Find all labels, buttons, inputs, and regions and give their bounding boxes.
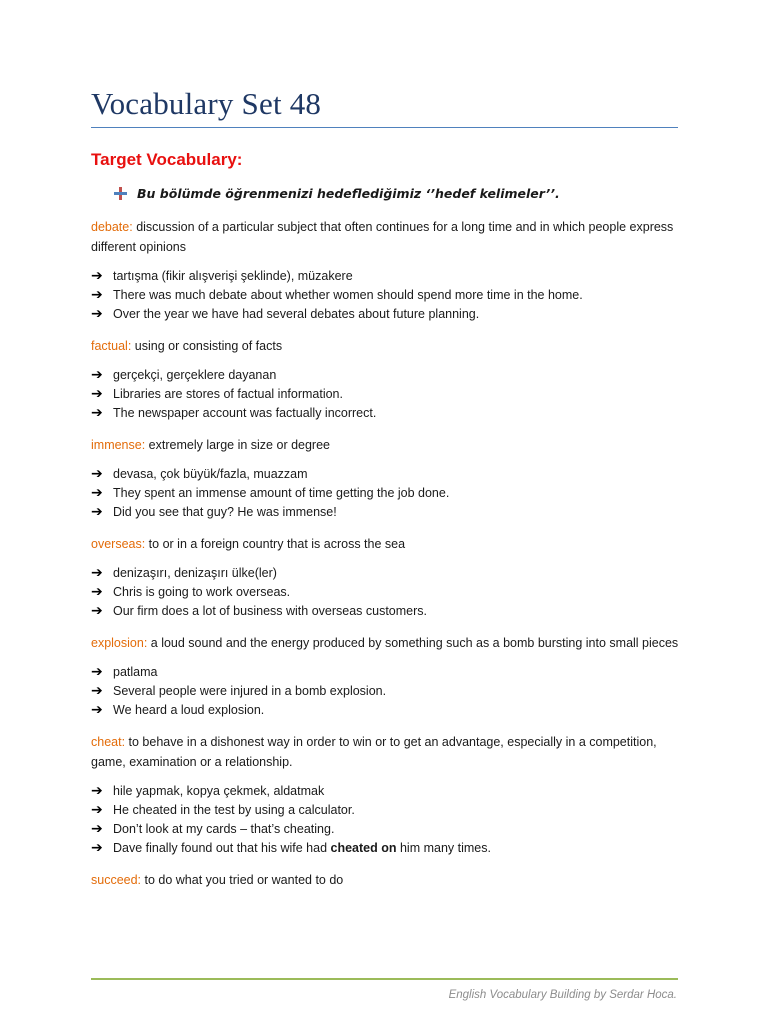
item-text: The newspaper account was factually incorrect. [113, 406, 377, 420]
page-title: Vocabulary Set 48 [91, 86, 322, 121]
vocab-term: overseas: [91, 537, 146, 551]
item-text: We heard a loud explosion. [113, 703, 265, 717]
item-text: He cheated in the test by using a calculator. [113, 803, 355, 817]
item-text: Several people were injured in a bomb explosion. [113, 684, 387, 698]
arrow-bullet-icon: ➔ [91, 306, 103, 322]
item-text: gerçekçi, gerçeklere dayanan [113, 368, 277, 382]
example-sentence [91, 484, 681, 503]
arrow-bullet-icon: ➔ [91, 485, 103, 501]
intro-line [114, 186, 560, 201]
vocab-entry [91, 435, 681, 522]
definition-text: using or consisting of facts [131, 339, 283, 353]
item-text: Don’t look at my cards – that’s cheating. [113, 822, 335, 836]
vocab-entry [91, 870, 681, 890]
example-sentence [91, 286, 681, 305]
translation-item [91, 663, 681, 682]
arrow-bullet-icon: ➔ [91, 664, 103, 680]
arrow-bullet-icon: ➔ [91, 504, 103, 520]
arrow-bullet-icon: ➔ [91, 783, 103, 799]
item-text: They spent an immense amount of time getting the job done. [113, 486, 450, 500]
item-text: denizaşırı, denizaşırı ülke(ler) [113, 566, 277, 580]
vocab-term: immense: [91, 438, 146, 452]
definition [91, 336, 681, 356]
vocab-term: succeed: [91, 873, 142, 887]
item-text: devasa, çok büyük/fazla, muazzam [113, 467, 308, 481]
definition-text: a loud sound and the energy produced by something such as a bomb bursting into small pieces [147, 636, 679, 650]
section-heading: Target Vocabulary: [91, 150, 243, 169]
arrow-bullet-icon: ➔ [91, 802, 103, 818]
four-point-star-icon [114, 187, 127, 200]
arrow-bullet-icon: ➔ [91, 565, 103, 581]
vocab-term: explosion: [91, 636, 148, 650]
vocab-term: factual: [91, 339, 132, 353]
footer-divider [91, 978, 678, 980]
example-list [91, 465, 681, 522]
example-sentence [91, 305, 681, 324]
arrow-bullet-icon: ➔ [91, 821, 103, 837]
item-text: Libraries are stores of factual information. [113, 387, 343, 401]
arrow-bullet-icon: ➔ [91, 584, 103, 600]
example-sentence [91, 503, 681, 522]
translation-item [91, 564, 681, 583]
arrow-bullet-icon: ➔ [91, 287, 103, 303]
arrow-bullet-icon: ➔ [91, 367, 103, 383]
definition-text: extremely large in size or degree [145, 438, 330, 452]
definition-text: to do what you tried or wanted to do [141, 873, 344, 887]
arrow-bullet-icon: ➔ [91, 386, 103, 402]
item-text: patlama [113, 665, 158, 679]
definition [91, 435, 681, 455]
translation-item [91, 465, 681, 484]
vocab-term: debate: [91, 220, 133, 234]
arrow-bullet-icon: ➔ [91, 268, 103, 284]
item-text: Did you see that guy? He was immense! [113, 505, 337, 519]
item-text: hile yapmak, kopya çekmek, aldatmak [113, 784, 325, 798]
item-text: tartışma (fikir alışverişi şeklinde), müzakere [113, 269, 353, 283]
example-list [91, 782, 681, 858]
translation-item [91, 782, 681, 801]
vocabulary-list [91, 217, 681, 902]
example-list [91, 564, 681, 621]
footer-credit: English Vocabulary Building by Serdar Hoca. [448, 989, 677, 1001]
definition [91, 217, 681, 257]
example-list [91, 663, 681, 720]
example-sentence [91, 583, 681, 602]
vocab-entry [91, 732, 681, 858]
vocab-term: cheat: [91, 735, 126, 749]
item-text: Our firm does a lot of business with overseas customers. [113, 604, 428, 618]
example-list [91, 267, 681, 324]
vocab-entry [91, 633, 681, 720]
intro-text: Bu bölümde öğrenmenizi hedeflediğimiz ‘’hedef kelimeler’’. [137, 186, 560, 201]
translation-item [91, 267, 681, 286]
item-text: him many times. [396, 841, 491, 855]
item-text: There was much debate about whether women should spend more time in the home. [113, 288, 583, 302]
vocab-entry [91, 336, 681, 423]
example-sentence [91, 839, 681, 858]
title-divider [91, 127, 678, 128]
arrow-bullet-icon: ➔ [91, 405, 103, 421]
example-sentence [91, 682, 681, 701]
example-sentence [91, 820, 681, 839]
example-sentence [91, 801, 681, 820]
example-sentence [91, 404, 681, 423]
definition-text: discussion of a particular subject that often continues for a long time and in which people express different opinions [91, 220, 674, 254]
arrow-bullet-icon: ➔ [91, 683, 103, 699]
definition-text: to behave in a dishonest way in order to win or to get an advantage, especially in a competition, game, examination or a relationship. [91, 735, 657, 769]
definition [91, 633, 681, 653]
arrow-bullet-icon: ➔ [91, 702, 103, 718]
vocab-entry [91, 217, 681, 324]
definition [91, 732, 681, 772]
item-text: Over the year we have had several debates about future planning. [113, 307, 480, 321]
definition [91, 870, 681, 890]
example-sentence [91, 385, 681, 404]
item-text: Dave finally found out that his wife had [113, 841, 331, 855]
item-text: Chris is going to work overseas. [113, 585, 291, 599]
arrow-bullet-icon: ➔ [91, 840, 103, 856]
example-sentence [91, 602, 681, 621]
example-list [91, 366, 681, 423]
definition-text: to or in a foreign country that is across the sea [145, 537, 406, 551]
translation-item [91, 366, 681, 385]
emphasized-phrase: cheated on [330, 841, 397, 855]
example-sentence [91, 701, 681, 720]
definition [91, 534, 681, 554]
arrow-bullet-icon: ➔ [91, 603, 103, 619]
arrow-bullet-icon: ➔ [91, 466, 103, 482]
vocab-entry [91, 534, 681, 621]
